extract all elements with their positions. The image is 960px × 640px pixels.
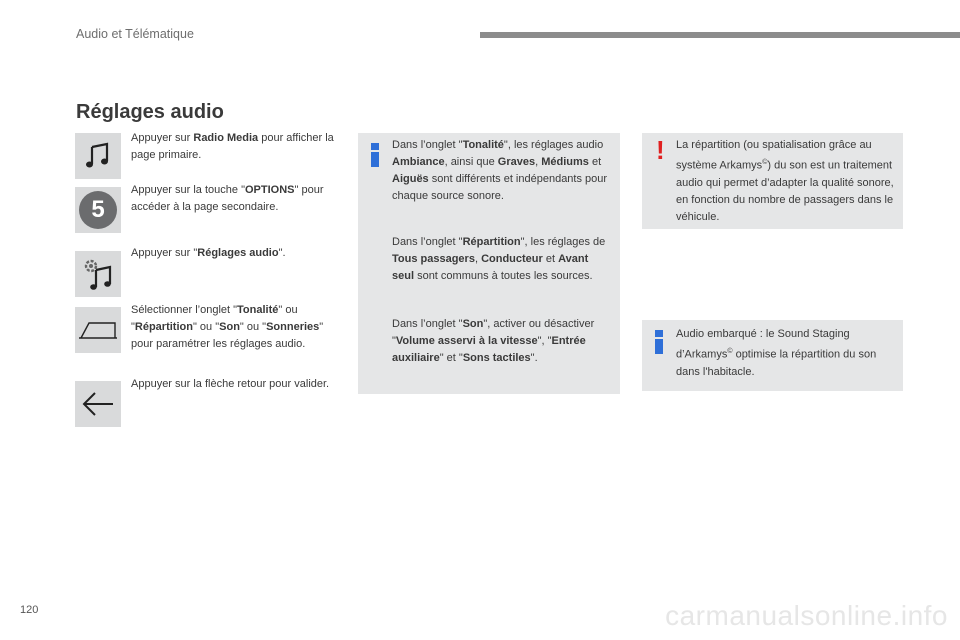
- header-title: Audio et Télématique: [76, 27, 194, 41]
- settings-music-icon: [75, 251, 121, 297]
- info-box-middle: [358, 133, 620, 394]
- step-number: 5: [79, 191, 117, 229]
- music-note-icon: [75, 133, 121, 179]
- warning-text: La répartition (ou spatialisation grâce au système Arkamys©) du son est un traitement audio qui permet d’adapter la qualité sonore, en fonction du nombre de passagers dans le véhicule.: [676, 139, 894, 223]
- info-icon: [371, 143, 380, 167]
- step-5-text: Appuyer sur la flèche retour pour valider.: [131, 378, 330, 390]
- middle-para-3: Dans l’onglet "Son", activer ou désactiver "Volume asservi à la vitesse", "Entrée auxiliaire" et "Sons tactiles".: [392, 318, 595, 364]
- step-4-text: Sélectionner l’onglet "Tonalité" ou "Répartition" ou "Son" ou "Sonneries" pour paramétrer les réglages audio.: [131, 304, 324, 350]
- page-number: 120: [20, 604, 39, 616]
- warning-icon: !: [656, 135, 665, 165]
- header-bar: [480, 32, 960, 38]
- middle-para-2: Dans l’onglet "Répartition", les réglages de Tous passagers, Conducteur et Avant seul sont communs à toutes les sources.: [392, 236, 606, 282]
- step-1-text: Appuyer sur Radio Media pour afficher la page primaire.: [131, 132, 334, 161]
- info-box-right: [642, 320, 903, 391]
- tab-selector-icon: [75, 307, 121, 353]
- number-5-icon: [75, 187, 121, 233]
- step-3-text: Appuyer sur "Réglages audio".: [131, 247, 286, 259]
- page-title: Réglages audio: [76, 101, 224, 123]
- step-2-text: Appuyer sur la touche "OPTIONS" pour accéder à la page secondaire.: [131, 184, 324, 213]
- middle-para-1: Dans l’onglet "Tonalité", les réglages audio Ambiance, ainsi que Graves, Médiums et Aiguës sont différents et indépendants pour chaque source sonore.: [392, 139, 608, 202]
- info-icon: [655, 330, 664, 354]
- info-right-text: Audio embarqué : le Sound Staging d’Arkamys© optimise la répartition du son dans l'habitacle.: [676, 328, 877, 378]
- warning-box: [642, 133, 903, 229]
- watermark: carmanualsonline.info: [665, 600, 948, 631]
- back-arrow-icon: [75, 381, 121, 427]
